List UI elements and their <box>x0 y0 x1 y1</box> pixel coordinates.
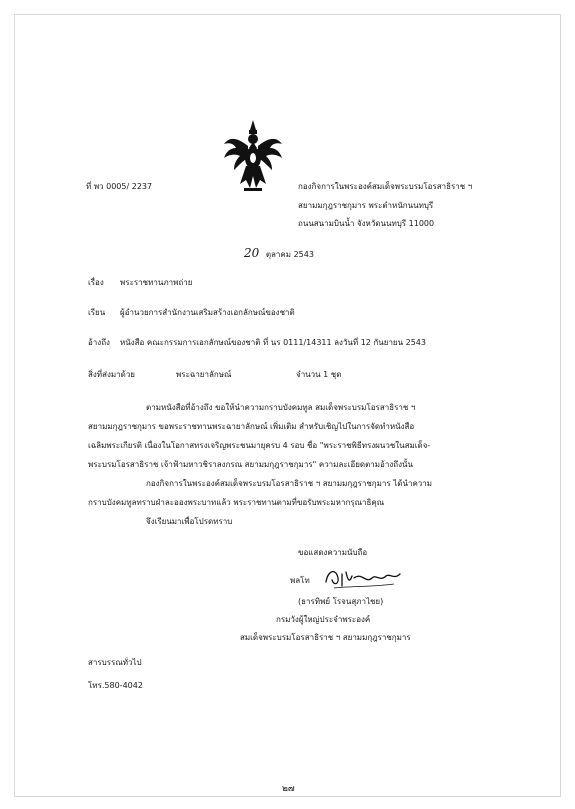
signer-name: (ธารทิพย์ โรจนสุภาไชย) <box>298 597 384 606</box>
handwritten-signature <box>322 564 404 592</box>
date-month-year: ตุลาคม 2543 <box>265 250 314 259</box>
closing: ขอแสดงความนับถือ <box>298 548 368 557</box>
subject-label: เรื่อง <box>88 278 104 287</box>
signer-title: กรมวังผู้ใหญ่ประจำพระองค์ <box>276 615 371 624</box>
body-line: ตามหนังสือที่อ้างถึง ขอให้นำความกราบบังคมทูล สมเด็จพระบรมโอรสาธิราช ฯ <box>146 403 416 412</box>
attachment-item: พระฉายาลักษณ์ <box>176 370 232 379</box>
sender-line-2: สยามมกุฎราชกุมาร พระตำหนักนนทบุรี <box>298 201 434 210</box>
signer-rank: พลโท <box>290 576 310 585</box>
body-line: กราบบังคมทูลทราบฝ่าละอองพระบาทแล้ว พระราชทานตามที่ขอรับพระมหากรุณาธิคุณ <box>88 498 385 507</box>
body-line: เฉลิมพระเกียรติ เนื่องในโอกาสทรงเจริญพระชนมายุครบ 4 รอบ ชื่อ "พระราชพิธีทรงผนวชในสมเด็จ- <box>88 441 431 450</box>
sender-line-1: กองกิจการในพระองค์สมเด็จพระบรมโอรสาธิราช ฯ <box>298 182 473 191</box>
body-line: สยามมกุฎราชกุมาร ขอพระราชทานพระฉายาลักษณ์ เพิ่มเติม สำหรับเชิญไปในการจัดทำหนังสือ <box>88 422 415 431</box>
subject-value: พระราชทานภาพถ่าย <box>120 278 193 287</box>
date <box>244 248 314 260</box>
document-number: ที่ พว 0005/ 2237 <box>86 182 153 191</box>
recipient-label: เรียน <box>88 308 106 317</box>
signer-affiliation: สมเด็จพระบรมโอรสาธิราช ฯ สยามมกุฎราชกุมาร <box>240 633 411 642</box>
page-number: ๒๗ <box>282 784 295 794</box>
footer-phone: โทร.580-4042 <box>88 681 143 690</box>
garuda-emblem-icon <box>222 118 284 192</box>
body-line: พระบรมโอรสาธิราช เจ้าฟ้ามหาวชิราลงกรณ สยามมกุฎราชกุมาร" ความละเอียดตามอ้างถึงนั้น <box>88 460 413 469</box>
body-line: กองกิจการในพระองค์สมเด็จพระบรมโอรสาธิราช ฯ สยามมกุฎราชกุมาร ได้นำความ <box>146 479 433 488</box>
recipient-value: ผู้อำนวยการสำนักงานเสริมสร้างเอกลักษณ์ของชาติ <box>120 308 295 317</box>
sender-line-3: ถนนสนามบินน้ำ จังหวัดนนทบุรี 11000 <box>298 219 435 228</box>
body-line: จึงเรียนมาเพื่อโปรดทราบ <box>146 517 233 526</box>
reference-value: หนังสือ คณะกรรมการเอกลักษณ์ของชาติ ที่ นร 0111/14311 ลงวันที่ 12 กันยายน 2543 <box>120 338 426 347</box>
attachment-label: สิ่งที่ส่งมาด้วย <box>88 370 135 379</box>
reference-label: อ้างถึง <box>88 338 110 347</box>
footer-department: สารบรรณทั่วไป <box>88 658 142 667</box>
attachment-quantity: จำนวน 1 ชุด <box>296 370 342 379</box>
date-day: 20 <box>244 246 260 260</box>
